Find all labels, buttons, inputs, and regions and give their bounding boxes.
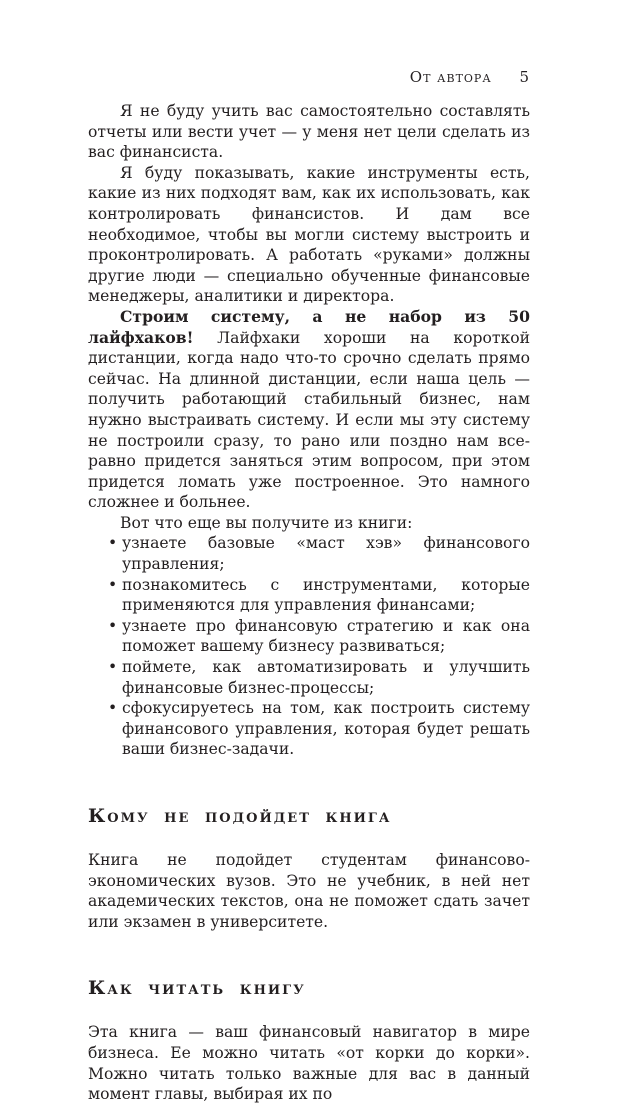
paragraph-not-teach: Я не буду учить вас самостоятельно составлять отчеты или вести учет — у меня нет цели сделать из вас финансиста. xyxy=(88,102,530,162)
heading-how-to-read: Как читать книгу xyxy=(88,977,306,1000)
paragraph-will-show: Я буду показывать, какие инструменты есть, какие из них подходят вам, как их использовать, как контролировать финансистов. И дам все необходимое, чтобы вы могли систему выстроить и проконтролировать. А работать «руками» должны другие люди — специально обученные финансовые менеджеры, аналитики и директора. xyxy=(88,163,530,306)
paragraph-how-to-read: Эта книга — ваш финансовый навигатор в мире бизнеса. Ее можно читать «от корки до корки». Можно читать только важные для вас в данный момент главы, выбирая их по xyxy=(88,1023,530,1104)
paragraph-lead-bold: Строим систему, а не набор из 50 лайфхаков! xyxy=(88,306,530,347)
list-item: • узнаете базовые «маст хэв» финансового управления; xyxy=(108,533,530,574)
paragraph-not-for: Книга не подойдет студентам финансово-экономических вузов. Это не учебник, в ней нет академических текстов, она не поможет сдать зачет или экзамен в университете. xyxy=(88,851,530,931)
paragraph-build-system xyxy=(88,307,530,513)
paragraph-what-you-get: Вот что еще вы получите из книги: xyxy=(120,513,413,532)
list-item: • поймете, как автоматизировать и улучшить финансовые бизнес-процессы; xyxy=(108,657,530,698)
list-item: • узнаете про финансовую стратегию и как она поможет вашему бизнесу развиваться; xyxy=(108,616,530,657)
paragraph-build-system-text: Лайфхаки хороши на короткой дистанции, когда надо что-то срочно сделать прямо сейчас. На длинной дистанции, если наша цель — получить работающий стабильный бизнес, нам нужно выстраивать систему. И если мы эту систему не построили сразу, то рано или поздно нам все-равно придется заняться этим вопросом, при этом придется ломать уже построенное. Это намного сложнее и больнее. xyxy=(88,328,530,512)
benefits-list xyxy=(88,533,530,760)
list-item: • сфокусируетесь на том, как построить систему финансового управления, которая будет решать ваши бизнес-задачи. xyxy=(108,698,530,760)
running-head-section: От автора xyxy=(409,68,492,86)
running-head xyxy=(410,68,530,86)
page-body xyxy=(88,101,530,1105)
heading-not-for: Кому не подойдет книга xyxy=(88,805,392,827)
list-item: • познакомитесь с инструментами, которые применяются для управления финансами; xyxy=(108,575,530,616)
page-number: 5 xyxy=(519,68,530,86)
